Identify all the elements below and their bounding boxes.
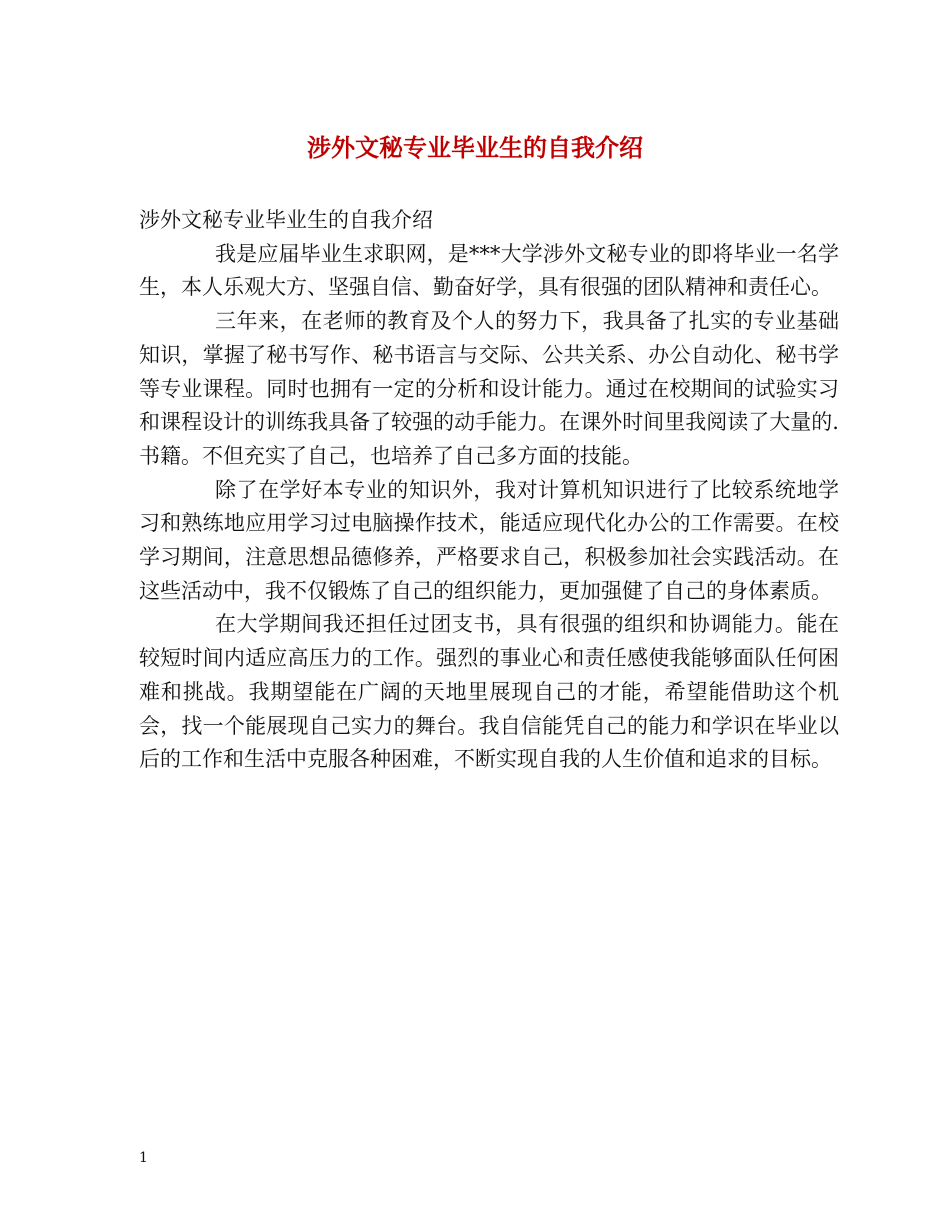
paragraph-2: 三年来，在老师的教育及个人的努力下，我具备了扎实的专业基础知识，掌握了秘书写作、秘书语言与交际、公共关系、办公自动化、秘书学等专业课程。同时也拥有一定的分析和设计能力。通过在校期间的试验实习和课程设计的训练我具备了较强的动手能力。在课外时间里我阅读了大量的. 书籍。不但充实了自己，也培养了自己多方面的技能。 bbox=[139, 309, 839, 468]
document-body bbox=[139, 204, 839, 777]
paragraph-1: 我是应届毕业生求职网，是***大学涉外文秘专业的即将毕业一名学生，本人乐观大方、坚强自信、勤奋好学，具有很强的团队精神和责任心。 bbox=[139, 241, 839, 300]
paragraph-4: 在大学期间我还担任过团支书，具有很强的组织和协调能力。能在较短时间内适应高压力的工作。强烈的事业心和责任感使我能够面队任何困难和挑战。我期望能在广阔的天地里展现自己的才能，希望能借助这个机会，找一个能展现自己实力的舞台。我自信能凭自己的能力和学识在毕业以后的工作和生活中克服各种困难，不断实现自我的人生价值和追求的目标。 bbox=[139, 612, 839, 772]
document-title: 涉外文秘专业毕业生的自我介绍 bbox=[307, 133, 643, 162]
document-subtitle: 涉外文秘专业毕业生的自我介绍 bbox=[139, 208, 433, 232]
page-number: 1 bbox=[139, 1150, 148, 1166]
paragraph-3: 除了在学好本专业的知识外，我对计算机知识进行了比较系统地学习和熟练地应用学习过电脑操作技术，能适应现代化办公的工作需要。在校学习期间，注意思想品德修养，严格要求自己，积极参加社会实践活动。在这些活动中，我不仅锻炼了自己的组织能力，更加强健了自己的身体素质。 bbox=[139, 477, 839, 603]
